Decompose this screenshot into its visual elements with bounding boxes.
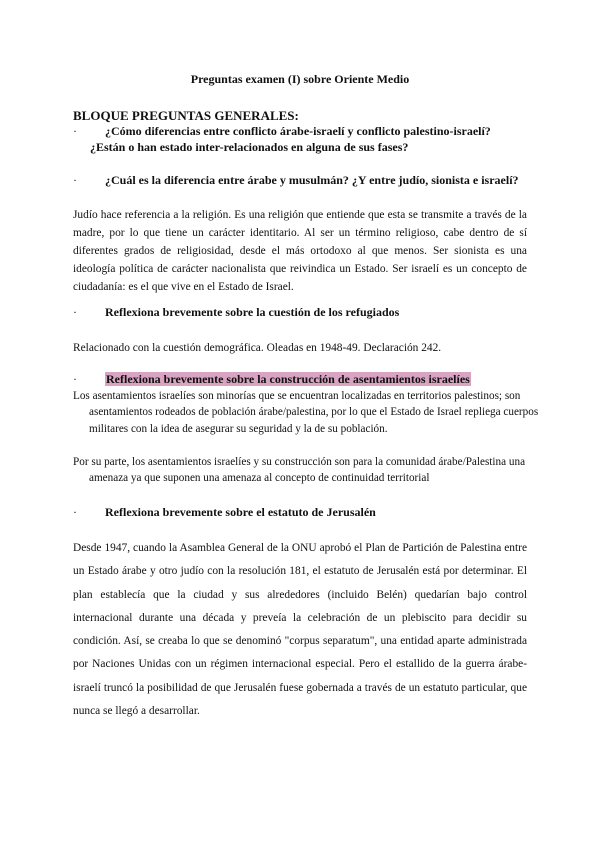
answer-5-paragraph: Desde 1947, cuando la Asamblea General de la ONU aprobó el Plan de Partición de Palestina entre un Estado árabe y otro judío con la resolución 181, el estatuto de Jerusalén está por determinar. El plan establecía que la ciudad y sus alrededores (incluido Belén) quedarían bajo control internacional durante una década y preveía la celebración de un plebiscito para decidir su condición. Así, se creaba lo que se denominó "corpus separatum", una entidad aparte administrada por Naciones Unidas con un régimen internacional especial. Pero el estallido de la guerra árabe-israelí truncó la posibilidad de que Jerusalén fuese gobernada a través de un estatuto particular, que nunca se llegó a desarrollar.	[73, 542, 527, 718]
section-heading: BLOQUE PREGUNTAS GENERALES:	[73, 108, 299, 123]
answer-3-paragraph: Relacionado con la cuestión demográfica. Oleadas en 1948-49. Declaración 242.	[73, 342, 442, 354]
question-3: Reflexiona brevemente sobre la cuestión de los refugiados	[105, 305, 400, 319]
answer-4-paragraph-1: Los asentamientos israelíes son minorías que se encuentran localizadas en territorios palestinos; son asentamientos rodeados de población árabe/palestina, por lo que el Estado de Israel repliega cuerpos militares con la idea de asegurar su seguridad y la de su población.	[73, 390, 539, 435]
question-4	[105, 372, 471, 387]
bullet: ·	[73, 505, 77, 519]
bullet: ·	[73, 173, 77, 187]
question-1-line-1: ¿Cómo diferencias entre conflicto árabe-israelí y conflicto palestino-israelí?	[105, 124, 491, 138]
question-2: ¿Cuál es la diferencia entre árabe y musulmán? ¿Y entre judío, sionista e israelí?	[105, 173, 519, 187]
bullet: ·	[73, 124, 77, 138]
page-title: Preguntas examen (I) sobre Oriente Medio	[190, 72, 410, 86]
bullet: ·	[73, 305, 77, 319]
question-4-highlight: Reflexiona brevemente sobre la construcción de asentamientos israelíes	[106, 372, 470, 386]
bullet: ·	[73, 372, 77, 386]
question-5: Reflexiona brevemente sobre el estatuto de Jerusalén	[105, 505, 376, 519]
answer-4-paragraph-2: Por su parte, los asentamientos israelíes y su construcción son para la comunidad árabe/Palestina una amenaza ya que suponen una amenaza al concepto de continuidad territorial	[73, 456, 526, 485]
answer-2-paragraph: Judío hace referencia a la religión. Es una religión que entiende que esta se transmite a través de la madre, por lo que tiene un carácter identitario. Al ser un término religioso, cabe dentro de sí diferentes grados de religiosidad, desde el más ortodoxo al que menos. Ser sionista es una ideología política de carácter nacionalista que reivindica un Estado. Ser israelí es un concepto de ciudadanía: es el que vive en el Estado de Israel.	[73, 209, 527, 293]
question-1-line-2: ¿Están o han estado inter-relacionados en alguna de sus fases?	[90, 140, 409, 154]
